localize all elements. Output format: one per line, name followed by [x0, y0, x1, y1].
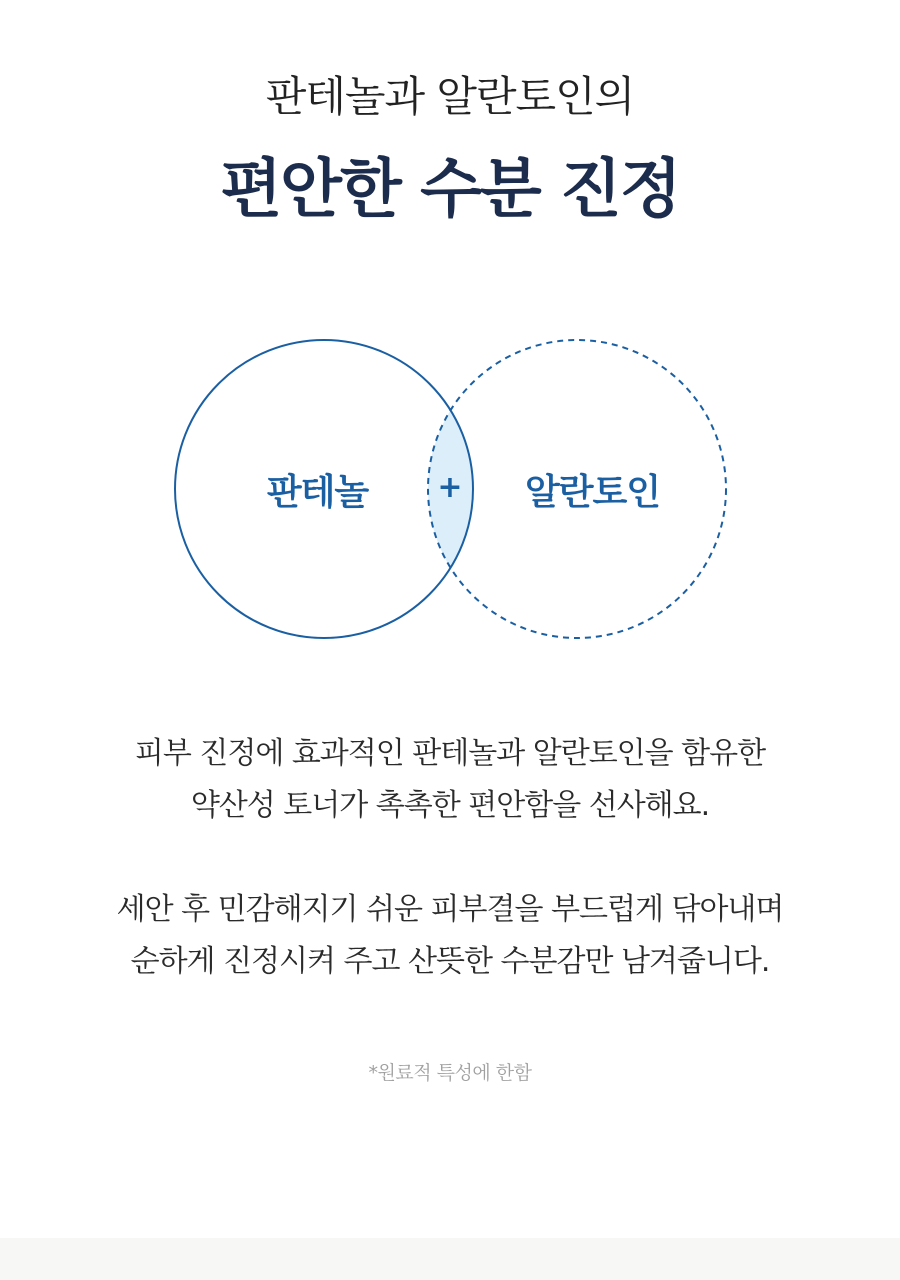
section-subtitle: 판테놀과 알란토인의 — [265, 72, 635, 121]
plus-icon: + — [437, 470, 463, 505]
description-paragraph-2 — [0, 884, 900, 988]
disclaimer-note: *원료적 특성에 한함 — [368, 1062, 532, 1084]
description-line: 피부 진정에 효과적인 판테놀과 알란토인을 함유한 — [134, 736, 766, 771]
description-paragraph-1 — [0, 728, 900, 832]
description-line: 순하게 진정시켜 주고 산뜻한 수분감만 남겨줍니다. — [130, 944, 770, 979]
venn-label-right: 알란토인 — [524, 472, 661, 513]
venn-label-left: 판테놀 — [266, 472, 369, 513]
footer-band — [0, 1238, 900, 1280]
section-title: 편안한 수분 진정 — [220, 153, 680, 227]
venn-diagram — [0, 320, 900, 660]
description-line: 약산성 토너가 촉촉한 편안함을 선사해요. — [190, 788, 710, 823]
description-line: 세안 후 민감해지기 쉬운 피부결을 부드럽게 닦아내며 — [116, 892, 784, 927]
